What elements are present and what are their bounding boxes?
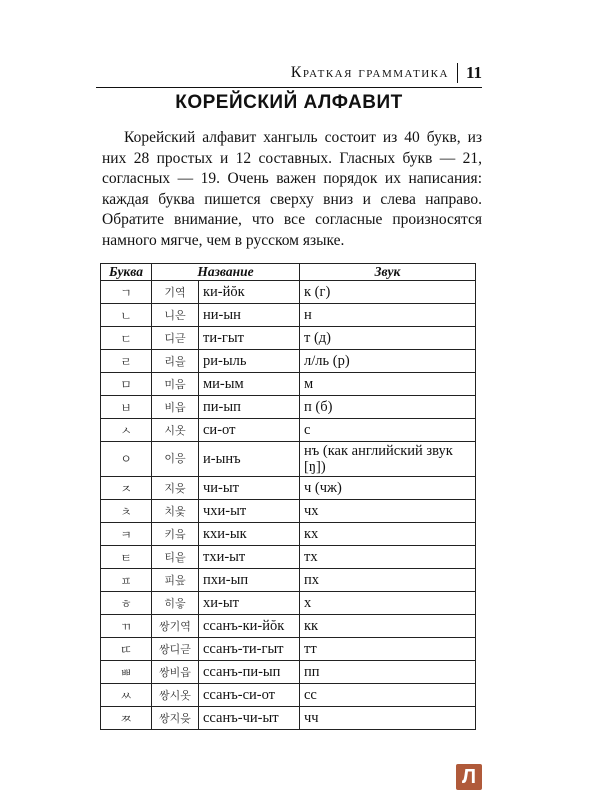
hangul-name-cell: 티읕 — [152, 546, 199, 569]
transliteration-cell: ссанъ-пи-ып — [199, 661, 300, 684]
transliteration-cell: ти-гыт — [199, 327, 300, 350]
header-letter: Буква — [101, 264, 152, 281]
sound-cell: кк — [300, 615, 476, 638]
hangul-name-cell: 치읓 — [152, 500, 199, 523]
letter-cell: ㅃ — [101, 661, 152, 684]
letter-cell: ㅆ — [101, 684, 152, 707]
sound-cell: пп — [300, 661, 476, 684]
hangul-name-cell: 쌍기역 — [152, 615, 199, 638]
table-row — [101, 327, 476, 350]
letter-cell: ㅅ — [101, 419, 152, 442]
table-row — [101, 304, 476, 327]
hangul-name-cell: 미음 — [152, 373, 199, 396]
sound-cell: тт — [300, 638, 476, 661]
sound-cell: чх — [300, 500, 476, 523]
sound-cell: пх — [300, 569, 476, 592]
hangul-name-cell: 기역 — [152, 281, 199, 304]
header-separator — [457, 63, 458, 83]
table-row — [101, 442, 476, 477]
transliteration-cell: кхи-ык — [199, 523, 300, 546]
transliteration-cell: тхи-ыт — [199, 546, 300, 569]
hangul-name-cell: 쌍디귿 — [152, 638, 199, 661]
letter-cell: ㄸ — [101, 638, 152, 661]
sound-cell: п (б) — [300, 396, 476, 419]
sound-cell: н — [300, 304, 476, 327]
table-row — [101, 684, 476, 707]
sound-cell: ч (чж) — [300, 477, 476, 500]
table-row — [101, 615, 476, 638]
letter-cell: ㅊ — [101, 500, 152, 523]
hangul-name-cell: 피읖 — [152, 569, 199, 592]
sound-cell: кх — [300, 523, 476, 546]
transliteration-cell: и-ынъ — [199, 442, 300, 477]
table-row — [101, 661, 476, 684]
letter-cell: ㅉ — [101, 707, 152, 730]
sound-cell: с — [300, 419, 476, 442]
table-row — [101, 707, 476, 730]
table-row — [101, 638, 476, 661]
hangul-name-cell: 비읍 — [152, 396, 199, 419]
hangul-name-cell: 리을 — [152, 350, 199, 373]
letter-cell: ㅇ — [101, 442, 152, 477]
hangul-name-cell: 쌍지읒 — [152, 707, 199, 730]
hangul-name-cell: 디귿 — [152, 327, 199, 350]
table-header-row — [101, 264, 476, 281]
letter-cell: ㅌ — [101, 546, 152, 569]
hangul-name-cell: 쌍시옷 — [152, 684, 199, 707]
running-header — [96, 60, 482, 86]
transliteration-cell: ки-йŏк — [199, 281, 300, 304]
table-row — [101, 546, 476, 569]
sound-cell: к (г) — [300, 281, 476, 304]
page-number: 11 — [465, 63, 482, 82]
section-title: Краткая грамматика — [290, 64, 449, 81]
transliteration-cell: ни-ын — [199, 304, 300, 327]
sound-cell: л/ль (р) — [300, 350, 476, 373]
hangul-name-cell: 시옷 — [152, 419, 199, 442]
header-sound: Звук — [300, 264, 476, 281]
hangul-name-cell: 니은 — [152, 304, 199, 327]
header-name: Название — [152, 264, 300, 281]
hangul-name-cell: 지읒 — [152, 477, 199, 500]
table-row — [101, 592, 476, 615]
transliteration-cell: ссанъ-ти-гыт — [199, 638, 300, 661]
header-rule — [96, 87, 482, 88]
letter-cell: ㄴ — [101, 304, 152, 327]
letter-cell: ㄱ — [101, 281, 152, 304]
transliteration-cell: пхи-ып — [199, 569, 300, 592]
letter-cell: ㄷ — [101, 327, 152, 350]
transliteration-cell: ссанъ-си-от — [199, 684, 300, 707]
transliteration-cell: ри-ыль — [199, 350, 300, 373]
letter-cell: ㅍ — [101, 569, 152, 592]
table-row — [101, 419, 476, 442]
table-row — [101, 523, 476, 546]
letter-cell: ㄹ — [101, 350, 152, 373]
sound-cell: т (д) — [300, 327, 476, 350]
sound-cell: х — [300, 592, 476, 615]
table-row — [101, 569, 476, 592]
hangul-name-cell: 이응 — [152, 442, 199, 477]
table-row — [101, 281, 476, 304]
transliteration-cell: чхи-ыт — [199, 500, 300, 523]
letter-cell: ㄲ — [101, 615, 152, 638]
transliteration-cell: ми-ым — [199, 373, 300, 396]
publisher-logo: Л — [456, 764, 482, 790]
letter-cell: ㅈ — [101, 477, 152, 500]
table-row — [101, 500, 476, 523]
transliteration-cell: пи-ып — [199, 396, 300, 419]
sound-cell: сс — [300, 684, 476, 707]
table-row — [101, 477, 476, 500]
letter-cell: ㅁ — [101, 373, 152, 396]
hangul-name-cell: 히읗 — [152, 592, 199, 615]
letter-cell: ㅂ — [101, 396, 152, 419]
table-body — [101, 281, 476, 730]
table-row — [101, 396, 476, 419]
transliteration-cell: чи-ыт — [199, 477, 300, 500]
sound-cell: м — [300, 373, 476, 396]
table-row — [101, 350, 476, 373]
transliteration-cell: ссанъ-чи-ыт — [199, 707, 300, 730]
sound-cell: тх — [300, 546, 476, 569]
page-title: КОРЕЙСКИЙ АЛФАВИТ — [175, 92, 403, 113]
alphabet-table — [100, 263, 476, 730]
letter-cell: ㅋ — [101, 523, 152, 546]
intro-paragraph: Корейский алфавит хангыль состоит из 40 букв, из них 28 простых и 12 составных. Гласных букв — 21, согласных — 19. Очень важен порядок их написания: каждая буква пишется сверху вниз и слева направо. Обратите внимание, что все согласные произносятся намного мягче, чем в русском языке. — [102, 129, 482, 249]
sound-cell: чч — [300, 707, 476, 730]
letter-cell: ㅎ — [101, 592, 152, 615]
table-row — [101, 373, 476, 396]
transliteration-cell: си-от — [199, 419, 300, 442]
hangul-name-cell: 키읔 — [152, 523, 199, 546]
sound-cell: нъ (как английский звук [ŋ]) — [300, 442, 476, 477]
hangul-name-cell: 쌍비읍 — [152, 661, 199, 684]
transliteration-cell: хи-ыт — [199, 592, 300, 615]
transliteration-cell: ссанъ-ки-йŏк — [199, 615, 300, 638]
